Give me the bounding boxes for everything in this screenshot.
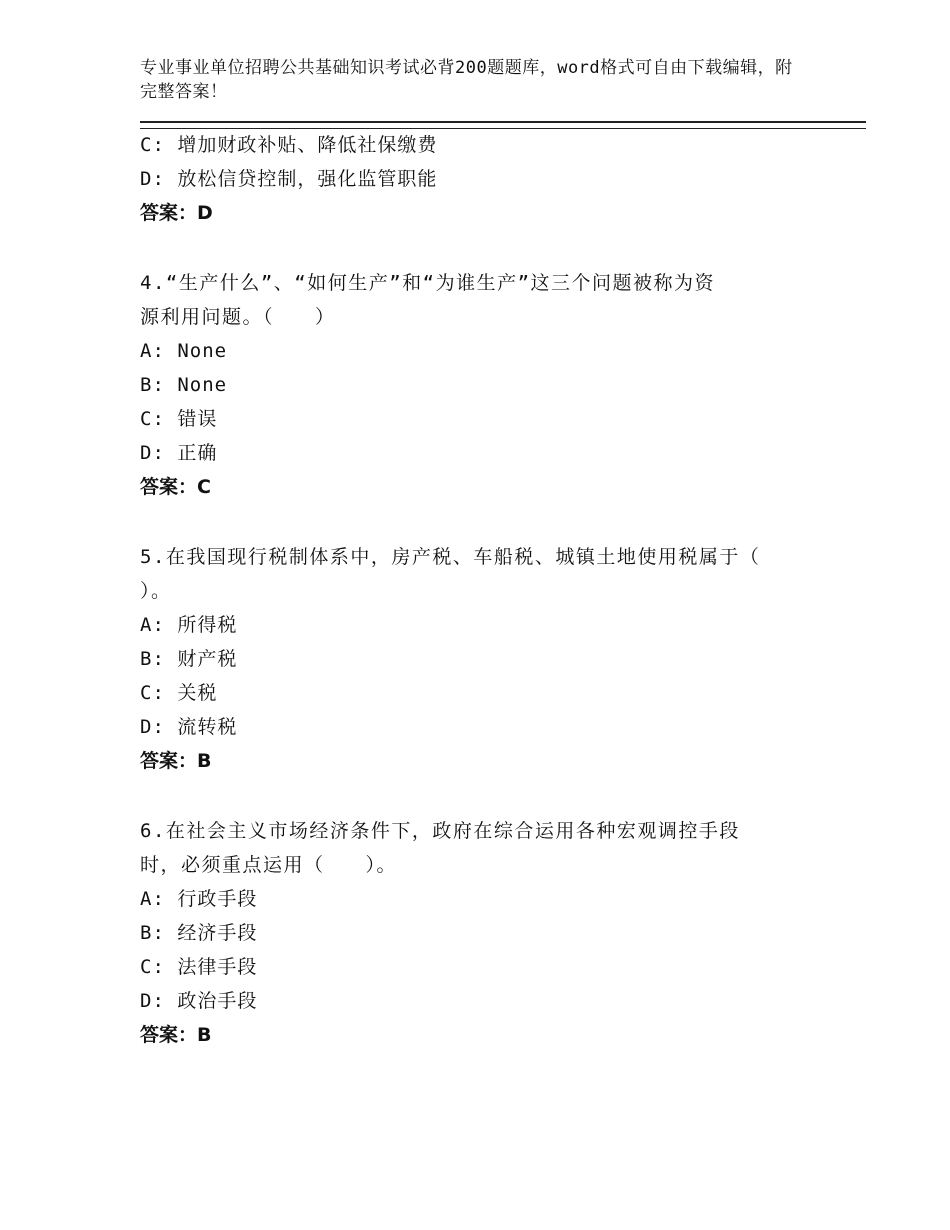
answer: 答案：B: [140, 750, 212, 772]
answer: 答案：C: [140, 476, 211, 498]
page-header: 专业事业单位招聘公共基础知识考试必背200题题库，word格式可自由下载编辑，附完整答案！: [140, 58, 793, 102]
question-stem: 4.“生产什么”、“如何生产”和“为谁生产”这三个问题被称为资: [140, 272, 716, 294]
question-partial: [140, 128, 820, 230]
question-stem-cont: 源利用问题。（ ）: [140, 306, 336, 328]
question-stem: 5.在我国现行税制体系中，房产税、车船税、城镇土地使用税属于（: [140, 546, 761, 568]
question-5: [140, 540, 820, 778]
option-c: C: 法律手段: [140, 956, 258, 978]
option-a: A: 所得税: [140, 614, 238, 636]
option-b: B: 经济手段: [140, 922, 258, 944]
question-list: [140, 128, 820, 1052]
option-a: A: 行政手段: [140, 888, 258, 910]
question-stem-cont: 时，必须重点运用（ ）。: [140, 854, 398, 876]
answer: 答案：B: [140, 1024, 212, 1046]
option-c: C: 关税: [140, 682, 218, 704]
answer: 答案：D: [140, 202, 213, 224]
option-c: C: 错误: [140, 408, 218, 430]
question-stem-cont: ）。: [140, 580, 172, 602]
option-d: D: 正确: [140, 442, 218, 464]
option-d: D: 政治手段: [140, 990, 258, 1012]
option-b: B: None: [140, 374, 228, 396]
option-c: C: 增加财政补贴、降低社保缴费: [140, 134, 438, 156]
option-d: D: 流转税: [140, 716, 238, 738]
option-d: D: 放松信贷控制，强化监管职能: [140, 168, 438, 190]
question-stem: 6.在社会主义市场经济条件下，政府在综合运用各种宏观调控手段: [140, 820, 740, 842]
option-b: B: 财产税: [140, 648, 238, 670]
question-6: [140, 814, 820, 1052]
question-4: [140, 266, 820, 504]
option-a: A: None: [140, 340, 228, 362]
